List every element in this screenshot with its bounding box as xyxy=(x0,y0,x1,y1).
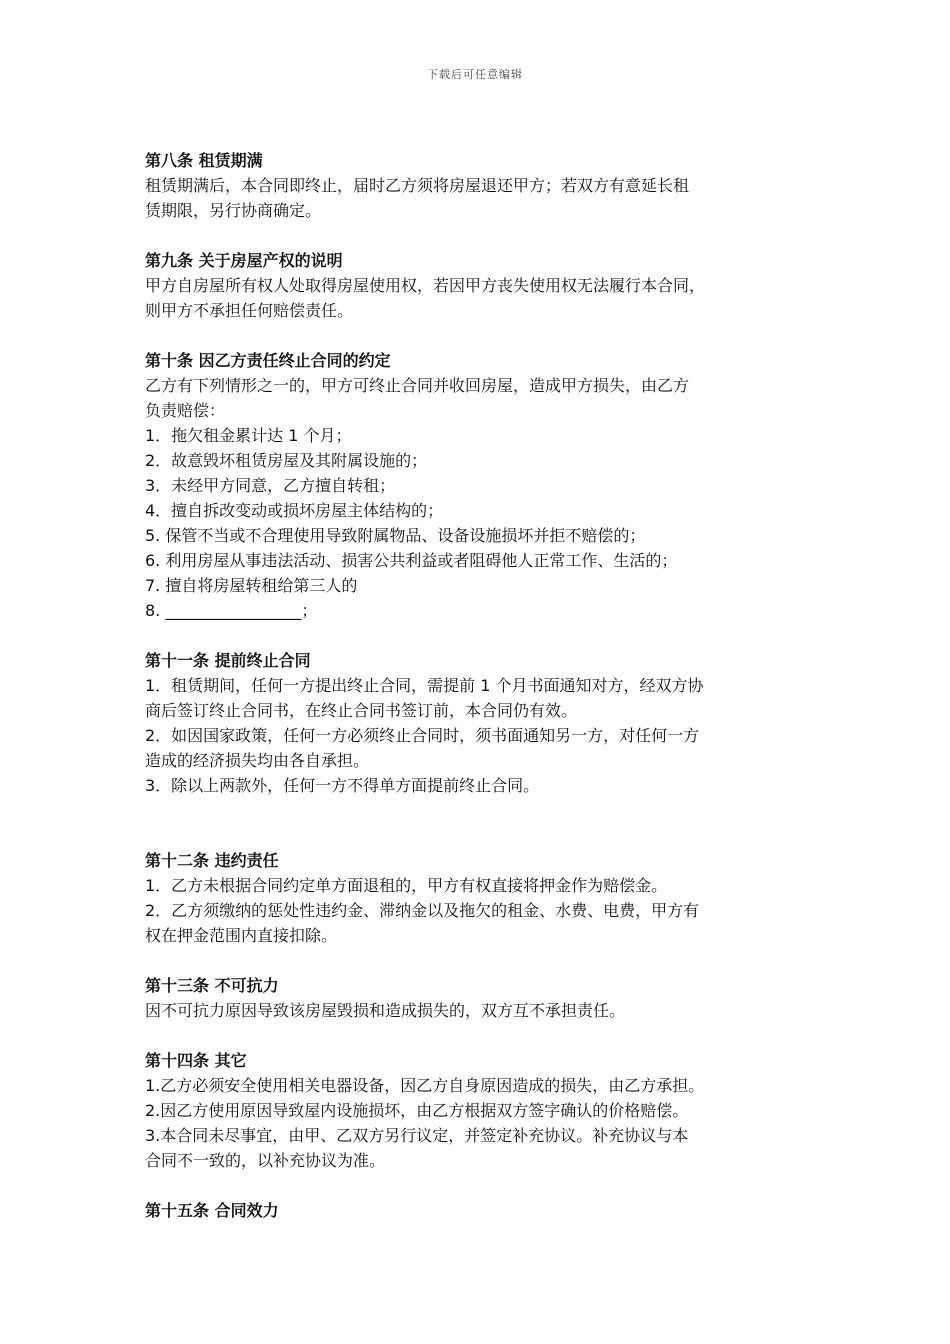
article-title: 第十条 因乙方责任终止合同的约定 xyxy=(145,351,391,370)
list-item: 2．故意毁坏租赁房屋及其附属设施的； xyxy=(145,451,428,470)
article-line: 商后签订终止合同书，在终止合同书签订前，本合同仍有效。 xyxy=(145,701,578,720)
article-line: 2.因乙方使用原因导致屋内设施损坏，由乙方根据双方签字确认的价格赔偿。 xyxy=(145,1101,689,1120)
article-12 xyxy=(145,848,810,948)
list-item: 1．拖欠租金累计达 1 个月； xyxy=(145,426,352,445)
article-line: 3.本合同未尽事宜，由甲、乙双方另行议定，并签定补充协议。补充协议与本 xyxy=(145,1126,689,1145)
article-line: 1.乙方必须安全使用相关电器设备，因乙方自身原因造成的损失，由乙方承担。 xyxy=(145,1076,705,1095)
article-title: 第十五条 合同效力 xyxy=(145,1201,279,1220)
article-title: 第九条 关于房屋产权的说明 xyxy=(145,251,343,270)
article-title: 第十四条 其它 xyxy=(145,1051,247,1070)
article-line: 租赁期满后，本合同即终止，届时乙方须将房屋退还甲方；若双方有意延长租 xyxy=(145,176,690,195)
list-item: 3．未经甲方同意，乙方擅自转租； xyxy=(145,476,396,495)
article-title: 第八条 租赁期满 xyxy=(145,151,263,170)
article-15 xyxy=(145,1198,810,1223)
article-line: 乙方有下列情形之一的，甲方可终止合同并收回房屋，造成甲方损失，由乙方 xyxy=(145,376,690,395)
article-8 xyxy=(145,148,810,223)
article-line: 权在押金范围内直接扣除。 xyxy=(145,926,338,945)
article-9 xyxy=(145,248,810,323)
article-line: 甲方自房屋所有权人处取得房屋使用权，若因甲方丧失使用权无法履行本合同， xyxy=(145,276,706,295)
article-10 xyxy=(145,348,810,623)
list-item: 4．擅自拆改变动或损坏房屋主体结构的； xyxy=(145,501,444,520)
article-line: 则甲方不承担任何赔偿责任。 xyxy=(145,301,354,320)
article-line: 2．如因国家政策，任何一方必须终止合同时，须书面通知另一方，对任何一方 xyxy=(145,726,700,745)
article-line: 造成的经济损失均由各自承担。 xyxy=(145,751,370,770)
article-14 xyxy=(145,1048,810,1173)
article-line: 因不可抗力原因导致该房屋毁损和造成损失的，双方互不承担责任。 xyxy=(145,1001,626,1020)
article-line: 赁期限，另行协商确定。 xyxy=(145,201,322,220)
article-11 xyxy=(145,648,810,798)
article-line: 1．乙方未根据合同约定单方面退租的，甲方有权直接将押金作为赔偿金。 xyxy=(145,876,668,895)
list-item: 6. 利用房屋从事违法活动、损害公共利益或者阻碍他人正常工作、生活的； xyxy=(145,551,678,570)
list-item-blank: 8. _________________； xyxy=(145,601,318,620)
article-line: 1．租赁期间，任何一方提出终止合同，需提前 1 个月书面通知对方，经双方协 xyxy=(145,676,704,695)
list-item: 7. 擅自将房屋转租给第三人的 xyxy=(145,576,358,595)
article-title: 第十一条 提前终止合同 xyxy=(145,651,311,670)
document-body xyxy=(145,148,810,1223)
article-line: 合同不一致的，以补充协议为准。 xyxy=(145,1151,386,1170)
article-line: 2．乙方须缴纳的惩处性违约金、滞纳金以及拖欠的租金、水费、电费，甲方有 xyxy=(145,901,700,920)
article-title: 第十二条 违约责任 xyxy=(145,851,279,870)
list-item: 5. 保管不当或不合理使用导致附属物品、设备设施损坏并拒不赔偿的； xyxy=(145,526,646,545)
article-13 xyxy=(145,973,810,1023)
article-line: 3．除以上两款外，任何一方不得单方面提前终止合同。 xyxy=(145,776,540,795)
page-header-note: 下载后可任意编辑 xyxy=(427,68,523,81)
article-title: 第十三条 不可抗力 xyxy=(145,976,279,995)
article-line: 负责赔偿： xyxy=(145,401,226,420)
